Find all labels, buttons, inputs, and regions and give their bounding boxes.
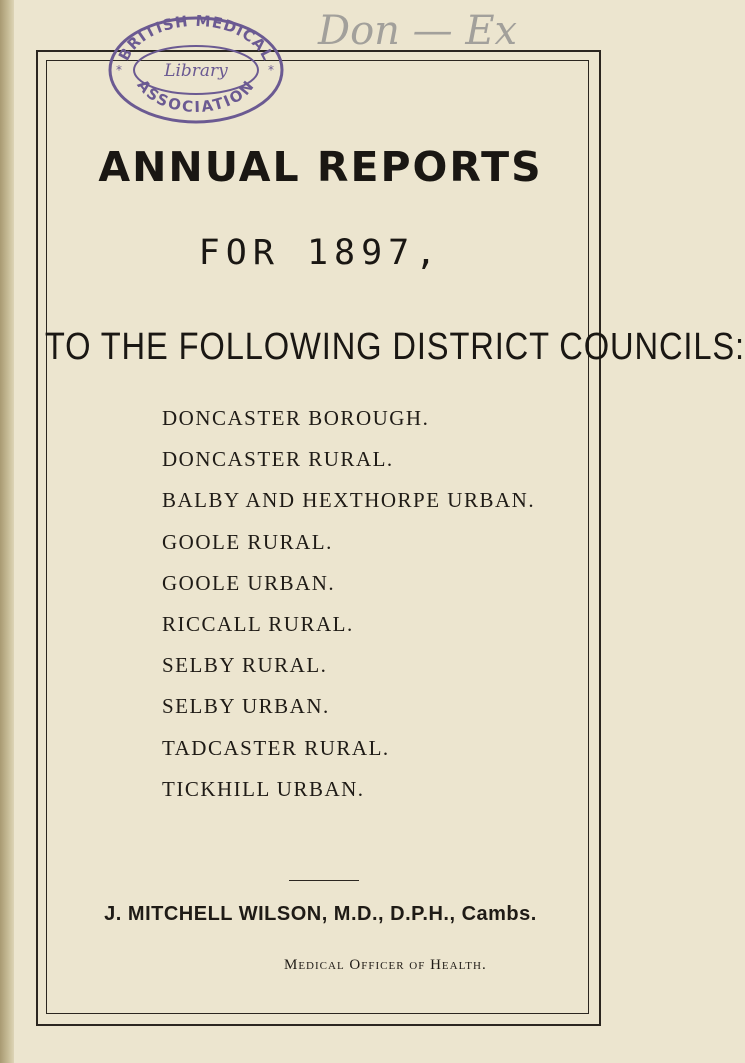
svg-text:Don — Ex: Don — Ex: [318, 8, 518, 54]
author-office: Medical Officer of Health.: [284, 957, 487, 973]
council-item: GOOLE URBAN.: [162, 570, 336, 595]
councils-heading: TO THE FOLLOWING DISTRICT COUNCILS:: [44, 326, 745, 368]
report-year: FOR 1897,: [198, 233, 443, 273]
main-title: ANNUAL REPORTS: [98, 143, 543, 191]
svg-text:*: *: [116, 63, 122, 77]
council-item: TADCASTER RURAL.: [162, 735, 390, 760]
svg-text:ASSOCIATION: ASSOCIATION: [133, 76, 259, 117]
council-item: SELBY RURAL.: [162, 653, 328, 678]
handwritten-note: [308, 0, 578, 55]
svg-text:Library: Library: [164, 61, 228, 81]
council-item: SELBY URBAN.: [162, 694, 330, 719]
library-stamp: [102, 12, 290, 126]
svg-text:BRITISH MEDICAL: BRITISH MEDICAL: [114, 12, 278, 64]
council-item: DONCASTER BOROUGH.: [162, 406, 430, 430]
svg-text:*: *: [268, 63, 274, 77]
council-item: RICCALL RURAL.: [162, 611, 354, 636]
district-council-list: [162, 398, 535, 810]
council-item: BALBY AND HEXTHORPE URBAN.: [162, 488, 536, 513]
council-item: TICKHILL URBAN.: [162, 776, 365, 801]
council-item: GOOLE RURAL.: [162, 529, 333, 554]
separator-rule: [289, 880, 359, 881]
author-name: J. MITCHELL WILSON, M.D., D.P.H., Cambs.: [104, 903, 537, 925]
council-item: DONCASTER RURAL.: [162, 447, 394, 472]
